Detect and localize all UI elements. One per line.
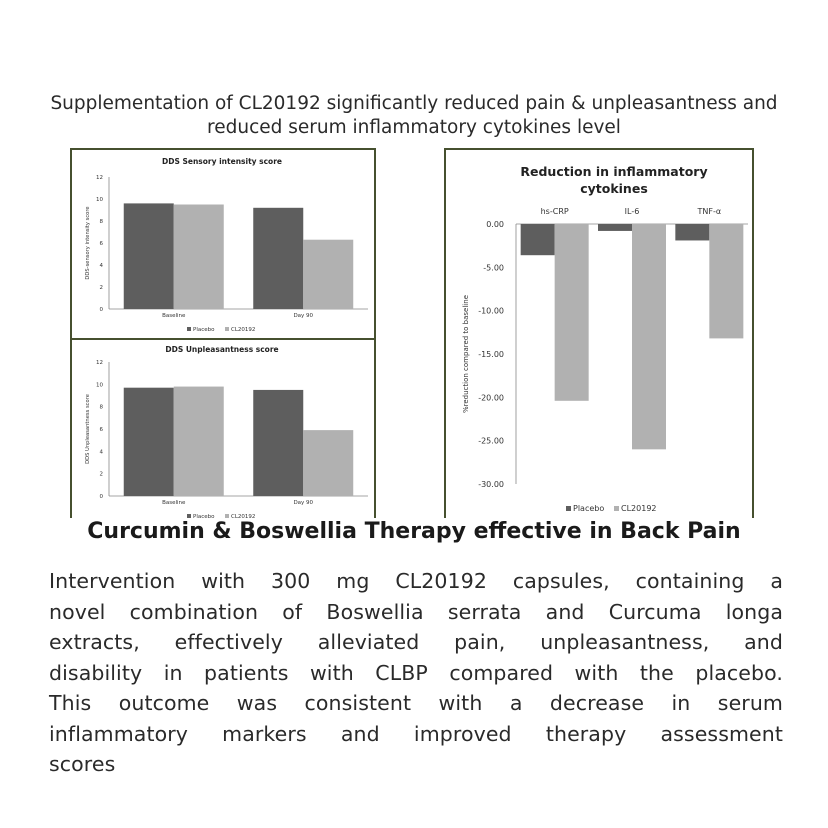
legend-label: CL20192 (231, 514, 256, 520)
y-tick-label: 2 (99, 471, 103, 478)
bar-placebo-baseline (124, 203, 174, 309)
y-tick-label: 2 (99, 285, 103, 291)
body-line: disability in patients with CLBP compared with the placebo. (49, 660, 783, 685)
chart-title: DDS Unpleasantness score (165, 345, 279, 354)
cytokines-chart (462, 164, 748, 513)
legend-swatch (225, 327, 229, 331)
y-tick-label: -20.00 (478, 393, 504, 403)
body-line: Intervention with 300 mg CL20192 capsules, containing a (49, 569, 783, 593)
y-tick-label: -25.00 (478, 436, 504, 446)
body-line: inflammatory markers and improved therapy assessment (49, 721, 783, 746)
y-tick-label: 8 (99, 219, 103, 225)
bar-placebo-hs-crp (521, 224, 555, 255)
y-tick-label: 0.00 (486, 220, 504, 229)
bar-cl20192-tnf- (709, 224, 743, 338)
body-line: scores (49, 752, 116, 776)
y-tick-label: -15.00 (478, 350, 504, 359)
dds-chart (85, 157, 368, 333)
legend-swatch (614, 506, 619, 511)
dds-chart (85, 345, 368, 520)
sensory-unpleasantness-panel (70, 148, 376, 518)
x-tick-label: Baseline (162, 313, 186, 319)
bar-placebo-day-90 (253, 390, 303, 496)
bar-cl20192-day-90 (303, 240, 353, 309)
chart-title-line-2: cytokines (580, 181, 648, 196)
chart-title-line-1: Reduction in inflammatory (520, 164, 708, 179)
y-axis-label: %reduction compared to baseline (462, 295, 470, 413)
headline-line-1: Supplementation of CL20192 significantly reduced pain & unpleasantness and (50, 93, 778, 114)
y-axis-label: DDS Unpleasantness score (85, 394, 91, 464)
bar-placebo-baseline (124, 388, 174, 496)
bar-cl20192-hs-crp (555, 224, 589, 401)
bar-placebo-tnf- (675, 224, 709, 240)
y-tick-label: 4 (99, 263, 103, 269)
dds-charts-svg (72, 150, 374, 520)
legend-label: Placebo (573, 504, 605, 513)
category-label: IL-6 (624, 207, 640, 216)
y-tick-label: 0 (99, 307, 103, 313)
bar-cl20192-day-90 (303, 430, 353, 496)
legend-swatch (566, 506, 571, 511)
y-tick-label: -10.00 (478, 306, 504, 316)
y-tick-label: 12 (96, 360, 103, 366)
y-tick-label: 6 (99, 241, 103, 247)
body-line: This outcome was consistent with a decrease in serum (49, 691, 783, 715)
category-label: TNF-α (697, 207, 722, 216)
bar-cl20192-baseline (174, 205, 224, 310)
body-line: extracts, effectively alleviated pain, unpleasantness, and (49, 630, 783, 654)
bar-cl20192-il-6 (632, 224, 666, 449)
cytokines-panel (444, 148, 754, 518)
y-axis-label: DDS-sensory intensity score (85, 206, 91, 280)
y-tick-label: 12 (96, 175, 103, 181)
cytokines-chart-svg (446, 150, 752, 520)
legend-label: CL20192 (231, 327, 256, 333)
bar-cl20192-baseline (174, 387, 224, 496)
bar-placebo-il-6 (598, 224, 632, 231)
x-tick-label: Day 90 (293, 313, 314, 319)
y-tick-label: 6 (99, 427, 103, 433)
chart-title: DDS Sensory intensity score (162, 157, 282, 166)
legend-swatch (187, 327, 191, 331)
y-tick-label: -30.00 (478, 480, 504, 489)
body-line: novel combination of Boswellia serrata and Curcuma longa (49, 599, 783, 624)
y-tick-label: -5.00 (483, 263, 504, 273)
caption-title: Curcumin & Boswellia Therapy effective in Back Pain (87, 519, 741, 544)
headline (20, 92, 808, 140)
y-tick-label: 10 (96, 197, 103, 203)
x-tick-label: Day 90 (293, 500, 314, 506)
body-paragraph (49, 566, 783, 780)
legend-label: CL20192 (621, 504, 657, 513)
x-tick-label: Baseline (162, 500, 186, 506)
category-label: hs-CRP (540, 207, 569, 216)
legend-label: Placebo (193, 327, 215, 333)
y-tick-label: 8 (99, 404, 103, 411)
legend-label: Placebo (193, 514, 215, 520)
headline-line-2: reduced serum inflammatory cytokines level (207, 117, 621, 138)
bar-placebo-day-90 (253, 208, 303, 309)
y-tick-label: 0 (99, 494, 103, 500)
y-tick-label: 10 (96, 382, 103, 389)
y-tick-label: 4 (99, 449, 103, 456)
